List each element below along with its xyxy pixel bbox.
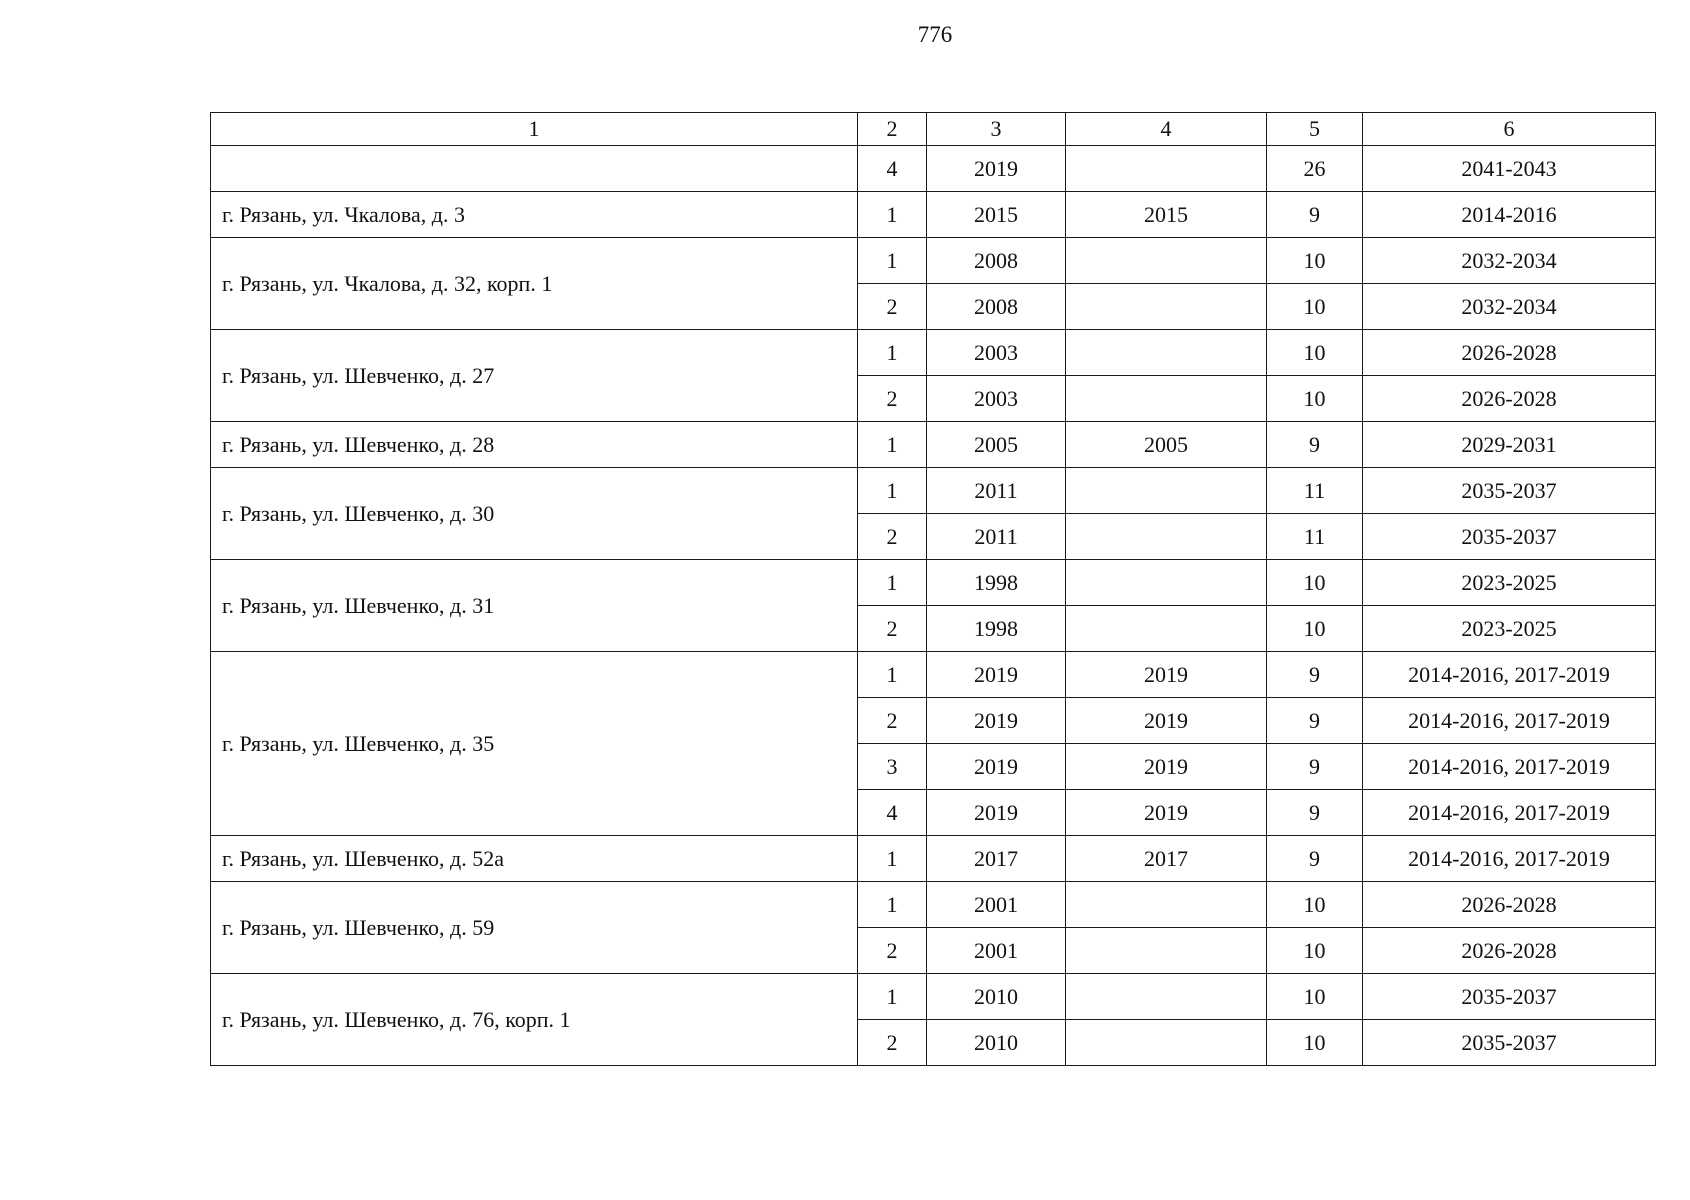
cell-c3: 2019 <box>927 698 1066 744</box>
cell-c5: 10 <box>1267 882 1363 928</box>
header-cell: 5 <box>1267 113 1363 146</box>
cell-c5: 10 <box>1267 606 1363 652</box>
cell-c6: 2035-2037 <box>1363 1020 1656 1066</box>
cell-c2: 1 <box>858 330 927 376</box>
table-row <box>211 652 1656 698</box>
cell-c4 <box>1066 882 1267 928</box>
cell-c4 <box>1066 1020 1267 1066</box>
cell-c6: 2014-2016, 2017-2019 <box>1363 652 1656 698</box>
cell-c6: 2032-2034 <box>1363 238 1656 284</box>
address-cell: г. Рязань, ул. Чкалова, д. 3 <box>211 192 858 238</box>
cell-c4 <box>1066 468 1267 514</box>
cell-c2: 2 <box>858 376 927 422</box>
cell-c4 <box>1066 974 1267 1020</box>
address-cell: г. Рязань, ул. Шевченко, д. 59 <box>211 882 858 974</box>
cell-c5: 10 <box>1267 928 1363 974</box>
table-row <box>211 974 1656 1020</box>
table-row <box>211 238 1656 284</box>
cell-c6: 2014-2016, 2017-2019 <box>1363 790 1656 836</box>
cell-c4: 2005 <box>1066 422 1267 468</box>
table-row <box>211 330 1656 376</box>
address-cell: г. Рязань, ул. Шевченко, д. 31 <box>211 560 858 652</box>
cell-c6: 2026-2028 <box>1363 330 1656 376</box>
cell-c3: 1998 <box>927 560 1066 606</box>
address-cell: г. Рязань, ул. Шевченко, д. 27 <box>211 330 858 422</box>
cell-c2: 2 <box>858 606 927 652</box>
header-cell: 2 <box>858 113 927 146</box>
address-cell: г. Рязань, ул. Шевченко, д. 52а <box>211 836 858 882</box>
cell-c5: 9 <box>1267 698 1363 744</box>
cell-c4: 2019 <box>1066 652 1267 698</box>
cell-c6: 2035-2037 <box>1363 468 1656 514</box>
cell-c6: 2026-2028 <box>1363 882 1656 928</box>
cell-c4 <box>1066 330 1267 376</box>
cell-c5: 9 <box>1267 192 1363 238</box>
cell-c4: 2019 <box>1066 790 1267 836</box>
cell-c2: 4 <box>858 790 927 836</box>
table-row <box>211 422 1656 468</box>
table-row <box>211 468 1656 514</box>
cell-c2: 1 <box>858 836 927 882</box>
cell-c3: 2010 <box>927 1020 1066 1066</box>
cell-c4 <box>1066 376 1267 422</box>
cell-c2: 1 <box>858 974 927 1020</box>
cell-c6: 2029-2031 <box>1363 422 1656 468</box>
cell-c6: 2035-2037 <box>1363 514 1656 560</box>
cell-c6: 2035-2037 <box>1363 974 1656 1020</box>
cell-c3: 2008 <box>927 238 1066 284</box>
cell-c2: 1 <box>858 238 927 284</box>
cell-c6: 2026-2028 <box>1363 376 1656 422</box>
cell-c5: 9 <box>1267 422 1363 468</box>
cell-c4: 2019 <box>1066 698 1267 744</box>
cell-c5: 10 <box>1267 330 1363 376</box>
cell-c4: 2015 <box>1066 192 1267 238</box>
cell-c2: 1 <box>858 560 927 606</box>
table-row <box>211 882 1656 928</box>
cell-c3: 2001 <box>927 882 1066 928</box>
table-row <box>211 146 1656 192</box>
header-cell: 4 <box>1066 113 1267 146</box>
cell-c3: 2017 <box>927 836 1066 882</box>
cell-c6: 2032-2034 <box>1363 284 1656 330</box>
cell-c3: 2003 <box>927 376 1066 422</box>
elevator-table <box>210 112 1656 1066</box>
cell-c4: 2019 <box>1066 744 1267 790</box>
cell-c4: 2017 <box>1066 836 1267 882</box>
cell-c6: 2014-2016, 2017-2019 <box>1363 744 1656 790</box>
cell-c2: 2 <box>858 928 927 974</box>
cell-c2: 2 <box>858 514 927 560</box>
cell-c3: 2011 <box>927 514 1066 560</box>
cell-c2: 1 <box>858 422 927 468</box>
cell-c2: 3 <box>858 744 927 790</box>
cell-c5: 10 <box>1267 560 1363 606</box>
cell-c5: 11 <box>1267 468 1363 514</box>
table-row <box>211 836 1656 882</box>
cell-c5: 10 <box>1267 284 1363 330</box>
cell-c5: 10 <box>1267 974 1363 1020</box>
header-cell: 6 <box>1363 113 1656 146</box>
cell-c3: 2015 <box>927 192 1066 238</box>
cell-c5: 26 <box>1267 146 1363 192</box>
header-cell: 1 <box>211 113 858 146</box>
cell-c2: 2 <box>858 284 927 330</box>
cell-c4 <box>1066 146 1267 192</box>
cell-c3: 2008 <box>927 284 1066 330</box>
cell-c5: 9 <box>1267 836 1363 882</box>
cell-c3: 2019 <box>927 146 1066 192</box>
header-cell: 3 <box>927 113 1066 146</box>
cell-c3: 2003 <box>927 330 1066 376</box>
address-cell: г. Рязань, ул. Шевченко, д. 28 <box>211 422 858 468</box>
table-row <box>211 192 1656 238</box>
cell-c2: 1 <box>858 468 927 514</box>
address-cell: г. Рязань, ул. Шевченко, д. 76, корп. 1 <box>211 974 858 1066</box>
address-cell: г. Рязань, ул. Шевченко, д. 35 <box>211 652 858 836</box>
cell-c4 <box>1066 606 1267 652</box>
table-row <box>211 560 1656 606</box>
cell-c3: 2019 <box>927 652 1066 698</box>
cell-c3: 2005 <box>927 422 1066 468</box>
cell-c5: 9 <box>1267 790 1363 836</box>
cell-c5: 10 <box>1267 376 1363 422</box>
cell-c3: 2011 <box>927 468 1066 514</box>
table-body <box>211 113 1656 1066</box>
cell-c2: 2 <box>858 1020 927 1066</box>
cell-c4 <box>1066 238 1267 284</box>
cell-c2: 1 <box>858 192 927 238</box>
cell-c4 <box>1066 928 1267 974</box>
cell-c6: 2014-2016, 2017-2019 <box>1363 698 1656 744</box>
address-cell <box>211 146 858 192</box>
cell-c6: 2014-2016 <box>1363 192 1656 238</box>
cell-c6: 2014-2016, 2017-2019 <box>1363 836 1656 882</box>
cell-c3: 2010 <box>927 974 1066 1020</box>
cell-c6: 2023-2025 <box>1363 606 1656 652</box>
address-cell: г. Рязань, ул. Шевченко, д. 30 <box>211 468 858 560</box>
cell-c5: 10 <box>1267 238 1363 284</box>
cell-c3: 2019 <box>927 744 1066 790</box>
cell-c3: 1998 <box>927 606 1066 652</box>
cell-c4 <box>1066 284 1267 330</box>
cell-c2: 1 <box>858 652 927 698</box>
cell-c5: 10 <box>1267 1020 1363 1066</box>
cell-c5: 9 <box>1267 652 1363 698</box>
address-cell: г. Рязань, ул. Чкалова, д. 32, корп. 1 <box>211 238 858 330</box>
cell-c6: 2041-2043 <box>1363 146 1656 192</box>
cell-c2: 1 <box>858 882 927 928</box>
cell-c2: 4 <box>858 146 927 192</box>
header-row <box>211 113 1656 146</box>
cell-c4 <box>1066 560 1267 606</box>
cell-c4 <box>1066 514 1267 560</box>
page-number: 776 <box>917 22 953 47</box>
cell-c3: 2019 <box>927 790 1066 836</box>
cell-c5: 9 <box>1267 744 1363 790</box>
cell-c5: 11 <box>1267 514 1363 560</box>
cell-c3: 2001 <box>927 928 1066 974</box>
cell-c6: 2026-2028 <box>1363 928 1656 974</box>
cell-c6: 2023-2025 <box>1363 560 1656 606</box>
cell-c2: 2 <box>858 698 927 744</box>
